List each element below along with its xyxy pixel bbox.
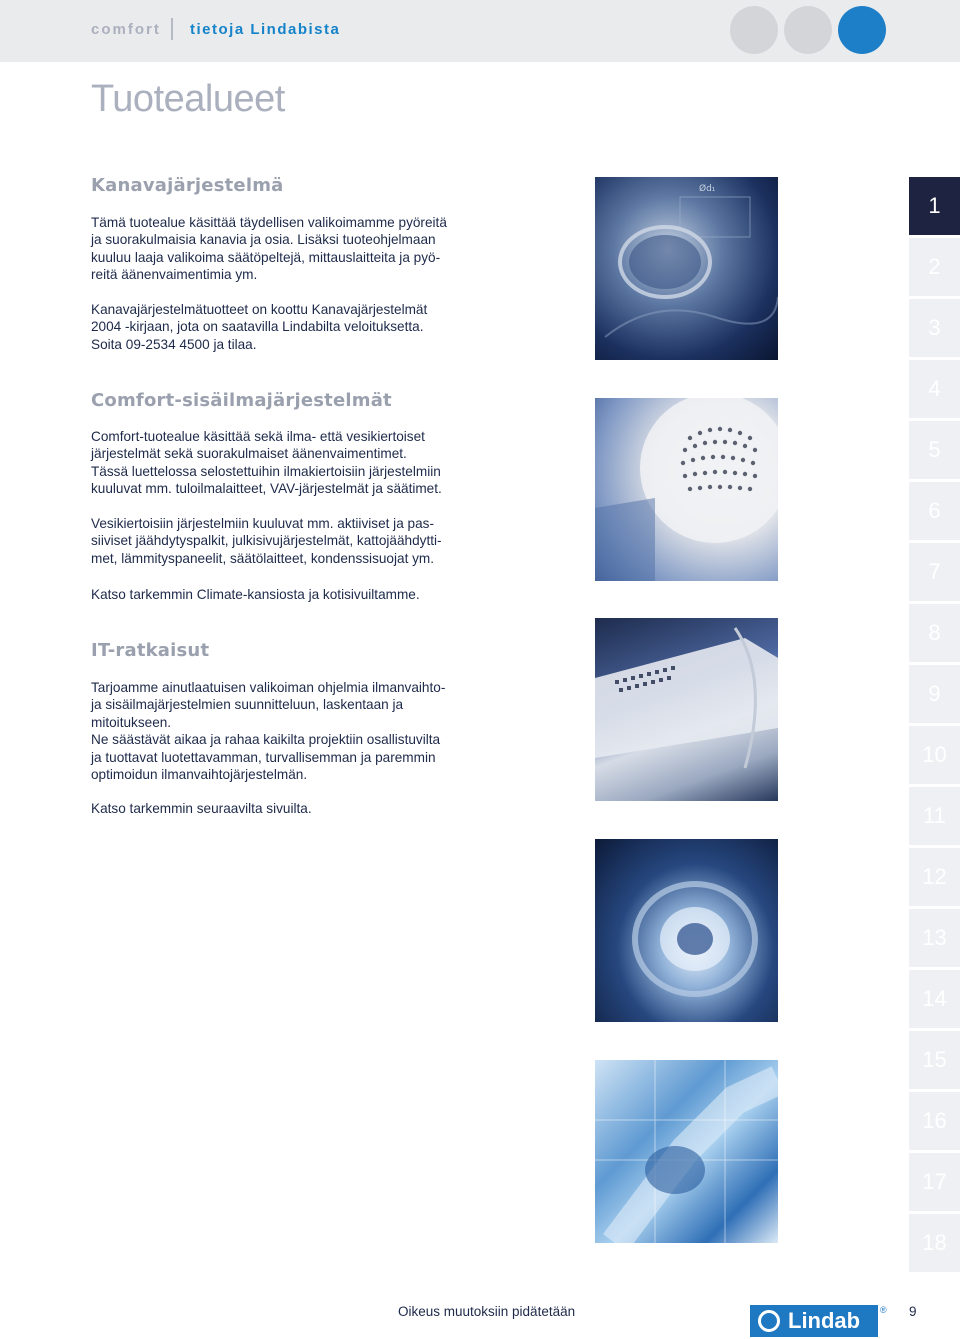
lindab-logo-text: Lindab — [788, 1308, 861, 1333]
beam-illustration — [595, 618, 778, 801]
nav-dot-1[interactable] — [730, 6, 778, 54]
chapter-tab-6[interactable]: 6 — [909, 482, 960, 540]
duct-fitting-photo — [595, 177, 778, 360]
chapter-tab-15[interactable]: 15 — [909, 1031, 960, 1089]
header-divider — [171, 18, 173, 40]
chapter-tab-4[interactable]: 4 — [909, 360, 960, 418]
chilled-beam-photo — [595, 618, 778, 801]
header-subsection-label[interactable]: tietoja Lindabista — [190, 21, 341, 38]
chapter-tab-16[interactable]: 16 — [909, 1092, 960, 1150]
chapter-tab-14[interactable]: 14 — [909, 970, 960, 1028]
chapter-tab-18[interactable]: 18 — [909, 1214, 960, 1272]
chapter-tab-12[interactable]: 12 — [909, 848, 960, 906]
chapter-tab-8[interactable]: 8 — [909, 604, 960, 662]
header-bar — [0, 0, 960, 62]
page-title: Tuotealueet — [91, 78, 285, 120]
photo-dimension-label: Ød₁ — [699, 184, 716, 194]
registered-mark: ® — [880, 1305, 887, 1315]
section-paragraph: Vesikiertoisiin järjestelmiin kuuluvat mm. aktiiviset ja pas- siiviset jäähdytyspalkit, julkisivujärjestelmät, kattojäähdytti- met, lämmityspaneelit, säätölaitteet, kondenssisuojat ym. — [91, 516, 442, 566]
nav-dot-3-active[interactable] — [838, 6, 886, 54]
perforated-diffuser-photo — [595, 398, 778, 581]
lindab-logo — [750, 1305, 878, 1337]
duct-interior-photo — [595, 839, 778, 1022]
duct-interior-illustration — [595, 839, 778, 1022]
section-paragraph: Kanavajärjestelmätuotteet on koottu Kanavajärjestelmät 2004 -kirjaan, jota on saatavilla Lindabilta veloituksetta. Soita 09-2534 4500 ja tilaa. — [91, 302, 428, 352]
section-paragraph: Tarjoamme ainutlaatuisen valikoiman ohjelmia ilmanvaihto- ja sisäilmajärjestelmien suunnitteluun, laskentaan ja mitoitukseen. Ne säästävät aikaa ja rahaa kaikilta projektiin osallistuvilta ja tuottavat luotettavamman, turvallisemman ja paremmin optimoidun ilmanvaihtojärjestelmän. — [91, 680, 446, 783]
diffuser-illustration — [595, 398, 778, 581]
header-section-label[interactable]: comfort — [91, 21, 161, 38]
chapter-tab-7[interactable]: 7 — [909, 543, 960, 601]
section-heading-it-ratkaisut: IT-ratkaisut — [91, 640, 210, 661]
chapter-tab-10[interactable]: 10 — [909, 726, 960, 784]
ventilation-system-photo — [595, 1060, 778, 1243]
chapter-tab-2[interactable]: 2 — [909, 238, 960, 296]
section-paragraph: Katso tarkemmin Climate-kansiosta ja kotisivuiltamme. — [91, 587, 420, 602]
ventilation-illustration — [595, 1060, 778, 1243]
duct-fitting-illustration — [595, 177, 778, 360]
section-paragraph: Tämä tuotealue käsittää täydellisen valikoimamme pyöreitä ja suorakulmaisia kanavia ja osia. Lisäksi tuoteohjelmaan kuuluu laaja valikoima säätöpeltejä, mittauslaitteita ja pyö- reitä äänenvaimentimia ym. — [91, 215, 447, 283]
chapter-tab-13[interactable]: 13 — [909, 909, 960, 967]
nav-dot-2[interactable] — [784, 6, 832, 54]
section-paragraph: Katso tarkemmin seuraavilta sivuilta. — [91, 801, 312, 816]
chapter-tab-5[interactable]: 5 — [909, 421, 960, 479]
section-paragraph: Comfort-tuotealue käsittää sekä ilma- että vesikiertoiset järjestelmät sekä suorakulmaiset äänenvaimentimet. Tässä luettelossa selostettuihin ilmakiertoisiin järjestelmiin kuuluvat mm. tuloilmalaitteet, VAV-järjestelmät ja säätimet. — [91, 429, 442, 497]
chapter-tab-17[interactable]: 17 — [909, 1153, 960, 1211]
chapter-tab-3[interactable]: 3 — [909, 299, 960, 357]
chapter-tab-11[interactable]: 11 — [909, 787, 960, 845]
footer-disclaimer: Oikeus muutoksiin pidätetään — [398, 1304, 576, 1319]
chapter-tab-1[interactable]: 1 — [909, 177, 960, 235]
chapter-tab-9[interactable]: 9 — [909, 665, 960, 723]
section-heading-comfort: Comfort-sisäilmajärjestelmät — [91, 390, 392, 411]
section-heading-kanavajarjestelma: Kanavajärjestelmä — [91, 175, 284, 196]
page-number: 9 — [909, 1304, 917, 1319]
lindab-logo-icon — [758, 1310, 780, 1332]
